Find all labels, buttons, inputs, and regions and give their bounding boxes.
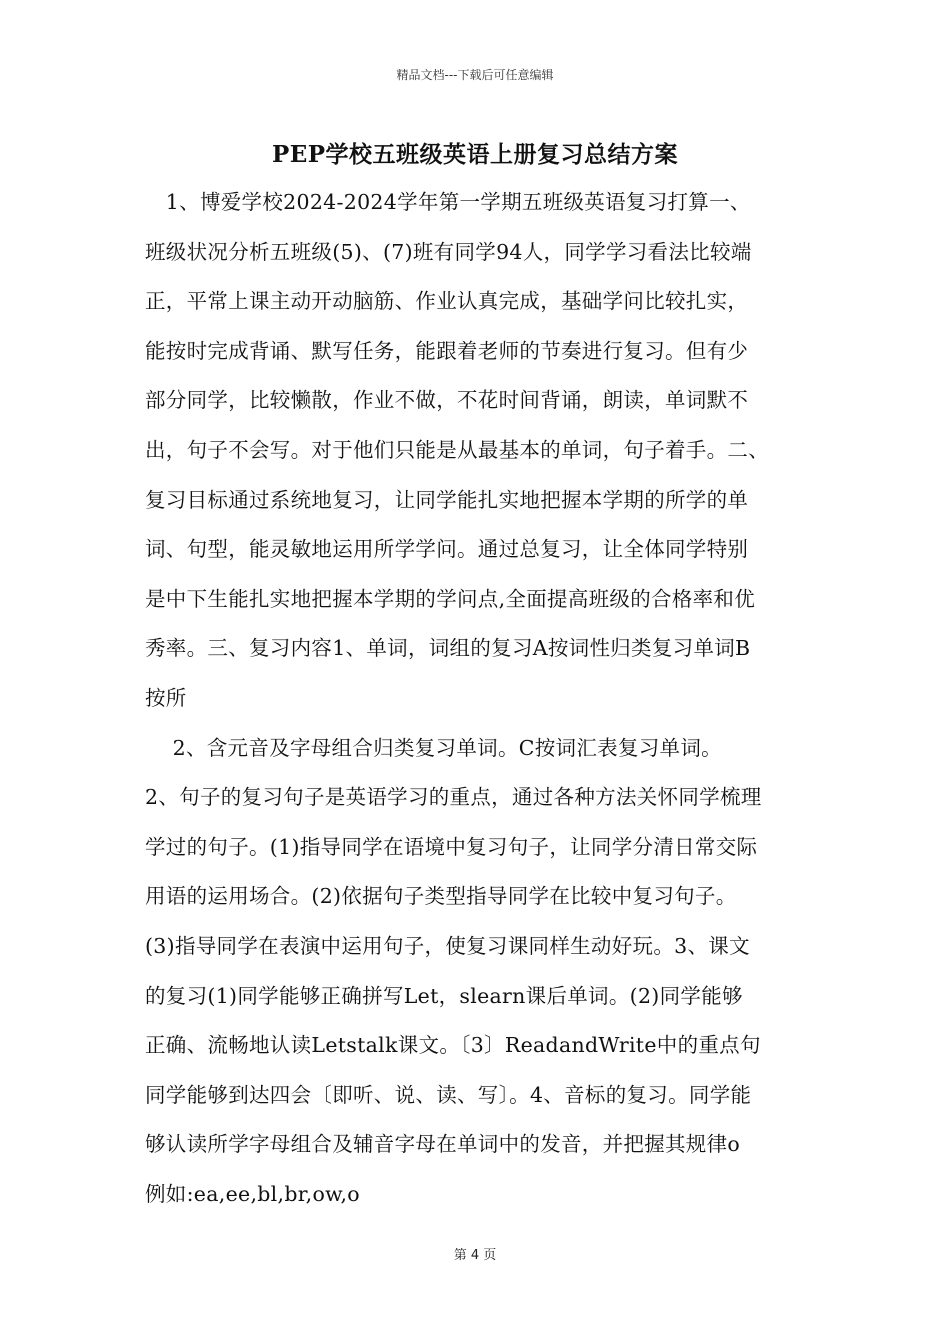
body-line: 按所: [145, 685, 187, 710]
body-line: 正确、流畅地认读Letstalk课文。〔3〕ReadandWrite中的重点句: [145, 1033, 761, 1058]
body-line: 秀率。三、复习内容1、单词，词组的复习A按词性归类复习单词B: [145, 636, 751, 661]
page-number: 第 4 页: [453, 1248, 497, 1263]
body-line: 2、句子的复习句子是英语学习的重点，通过各种方法关怀同学梳理: [145, 785, 762, 810]
body-line: 用语的运用场合。(2)依据句子类型指导同学在比较中复习句子。: [145, 884, 737, 909]
body-line: 同学能够到达四会〔即听、说、读、写〕。4、音标的复习。同学能: [145, 1082, 752, 1107]
body-line: 2、含元音及字母组合归类复习单词。C按词汇表复习单词。: [145, 735, 722, 760]
body-line: 例如:ea,ee,bl,br,ow,o: [145, 1181, 360, 1206]
body-line: 词、句型，能灵敏地运用所学学问。通过总复习，让全体同学特别: [145, 537, 749, 562]
body-line: 复习目标通过系统地复习，让同学能扎实地把握本学期的所学的单: [145, 487, 749, 512]
body-line: 学过的句子。(1)指导同学在语境中复习句子，让同学分清日常交际: [145, 834, 758, 859]
document-title: PEP学校五班级英语上册复习总结方案: [271, 141, 679, 168]
body-line: 能按时完成背诵、默写任务，能跟着老师的节奏进行复习。但有少: [145, 338, 749, 363]
body-line: 班级状况分析五班级(5)、(7)班有同学94人，同学学习看法比较端: [145, 239, 752, 264]
body-line: 1、博爱学校2024-2024学年第一学期五班级英语复习打算一、: [145, 190, 751, 214]
document-body: [145, 178, 835, 1219]
body-line: 够认读所学字母组合及辅音字母在单词中的发音，并把握其规律o: [145, 1132, 741, 1157]
body-line: (3)指导同学在表演中运用句子，使复习课同样生动好玩。3、课文: [145, 933, 750, 958]
body-line: 正，平常上课主动开动脑筋、作业认真完成，基础学问比较扎实，: [145, 289, 749, 314]
body-line: 出，句子不会写。对于他们只能是从最基本的单词，句子着手。二、: [145, 437, 769, 462]
body-line: 的复习(1)同学能够正确拼写Let，slearn课后单词。(2)同学能够: [145, 983, 743, 1008]
body-line: 部分同学，比较懒散，作业不做，不花时间背诵，朗读，单词默不: [145, 388, 749, 413]
body-line: 是中下生能扎实地把握本学期的学问点,全面提高班级的合格率和优: [145, 586, 756, 611]
page-header: 精品文档---下载后可任意编辑: [396, 68, 554, 82]
